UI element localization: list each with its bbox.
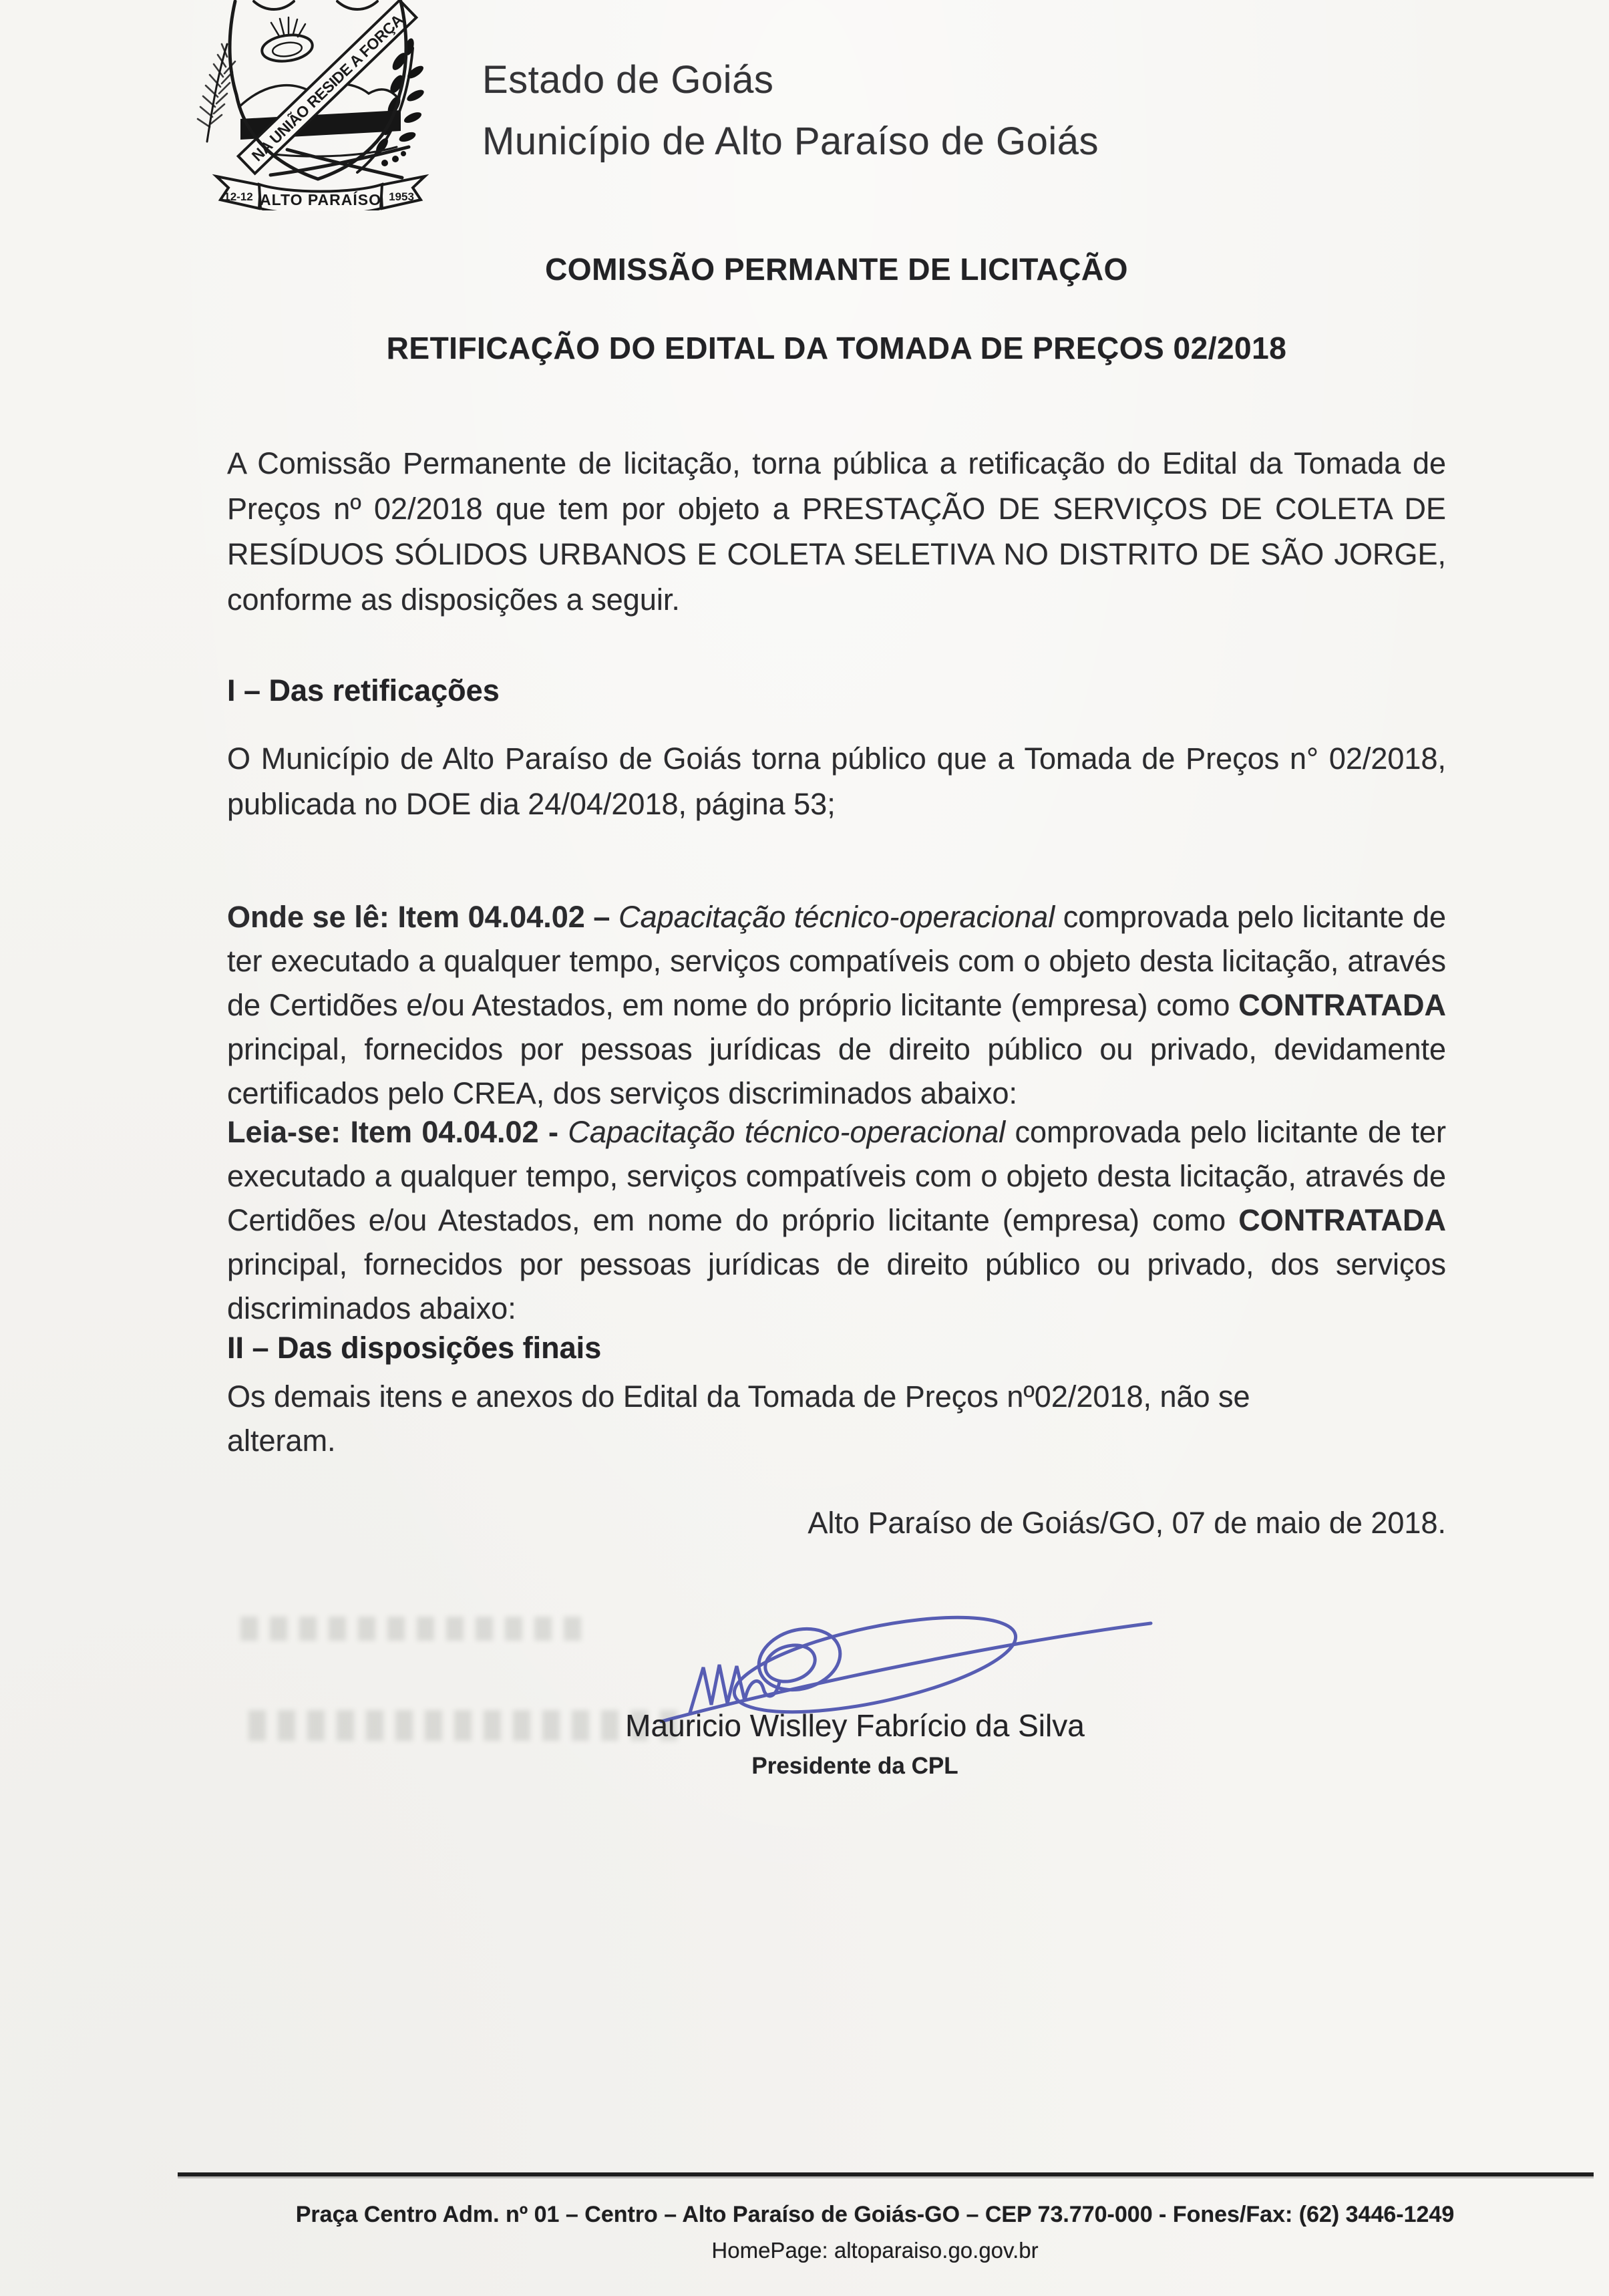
footer-homepage: HomePage: altoparaiso.go.gov.br	[711, 2238, 1039, 2263]
signer-name: Mauricio Wislley Fabrício da Silva	[625, 1708, 1085, 1743]
municipality-name: Município de Alto Paraíso de Goiás	[482, 120, 1099, 163]
section-2-heading: II – Das disposições finais	[227, 1331, 602, 1365]
crest-ribbon-left-date: 12-12	[224, 190, 253, 203]
municipal-coat-of-arms	[187, 0, 457, 210]
signature-block	[568, 1707, 1142, 1780]
document-title: RETIFICAÇÃO DO EDITAL DA TOMADA DE PREÇOS 02/2018	[386, 331, 1287, 365]
leia-se-paragraph: Leia-se: Item 04.04.02 - Capacitação técnico-operacional comprovada pelo licitante de ter executado a qualquer tempo, serviços compatíveis com o objeto desta licitação, através de Certidões e/ou Atestados, em nome do próprio licitante (empresa) como CONTRATADA principal, fornecidos por pessoas jurídicas de direito público ou privado, dos serviços discriminados abaixo:	[227, 1115, 1446, 1325]
section-2-paragraph: Os demais itens e anexos do Edital da Tomada de Preços nº02/2018, não se alteram.	[227, 1379, 1250, 1458]
footer-address: Praça Centro Adm. nº 01 – Centro – Alto Paraíso de Goiás-GO – CEP 73.770-000 - Fones/Fax: (62) 3446-1249	[295, 2202, 1455, 2227]
scan-ghost-smudge	[240, 1617, 588, 1641]
crest-ribbon-right-date: 1953	[389, 190, 414, 203]
letterhead	[482, 49, 1099, 172]
laurel-leaves	[374, 37, 426, 166]
onde-se-le-paragraph: Onde se lê: Item 04.04.02 – Capacitação técnico-operacional comprovada pelo licitante de ter executado a qualquer tempo, serviços compatíveis com o objeto desta licitação, através de Certidões e/ou Atestados, em nome do próprio licitante (empresa) como CONTRATADA principal, fornecidos por pessoas jurídicas de direito público ou privado, devidamente certificados pelo CREA, dos serviços discriminados abaixo:	[227, 900, 1446, 1110]
signer-role: Presidente da CPL	[751, 1753, 958, 1779]
section-1-paragraph: O Município de Alto Paraíso de Goiás torna público que a Tomada de Preços n° 02/2018, publicada no DOE dia 24/04/2018, página 53;	[227, 742, 1446, 821]
footer-rule	[178, 2172, 1594, 2176]
state-name: Estado de Goiás	[482, 58, 774, 102]
crest-motto: NA UNIÃO RESIDE A FORÇA	[248, 10, 407, 165]
crest-ribbon-city-name: ALTO PARAÍSO	[260, 191, 381, 208]
intro-paragraph: A Comissão Permanente de licitação, torna pública a retificação do Edital da Tomada de Preços nº 02/2018 que tem por objeto a PRESTAÇÃO DE SERVIÇOS DE COLETA DE RESÍDUOS SÓLIDOS URBANOS E COLETA SELETIVA NO DISTRITO DE SÃO JORGE, conforme as disposições a seguir.	[227, 446, 1446, 617]
committee-title: COMISSÃO PERMANTE DE LICITAÇÃO	[545, 252, 1128, 287]
dateline: Alto Paraíso de Goiás/GO, 07 de maio de 2018.	[808, 1506, 1446, 1540]
section-1-heading: I – Das retificações	[227, 673, 500, 707]
